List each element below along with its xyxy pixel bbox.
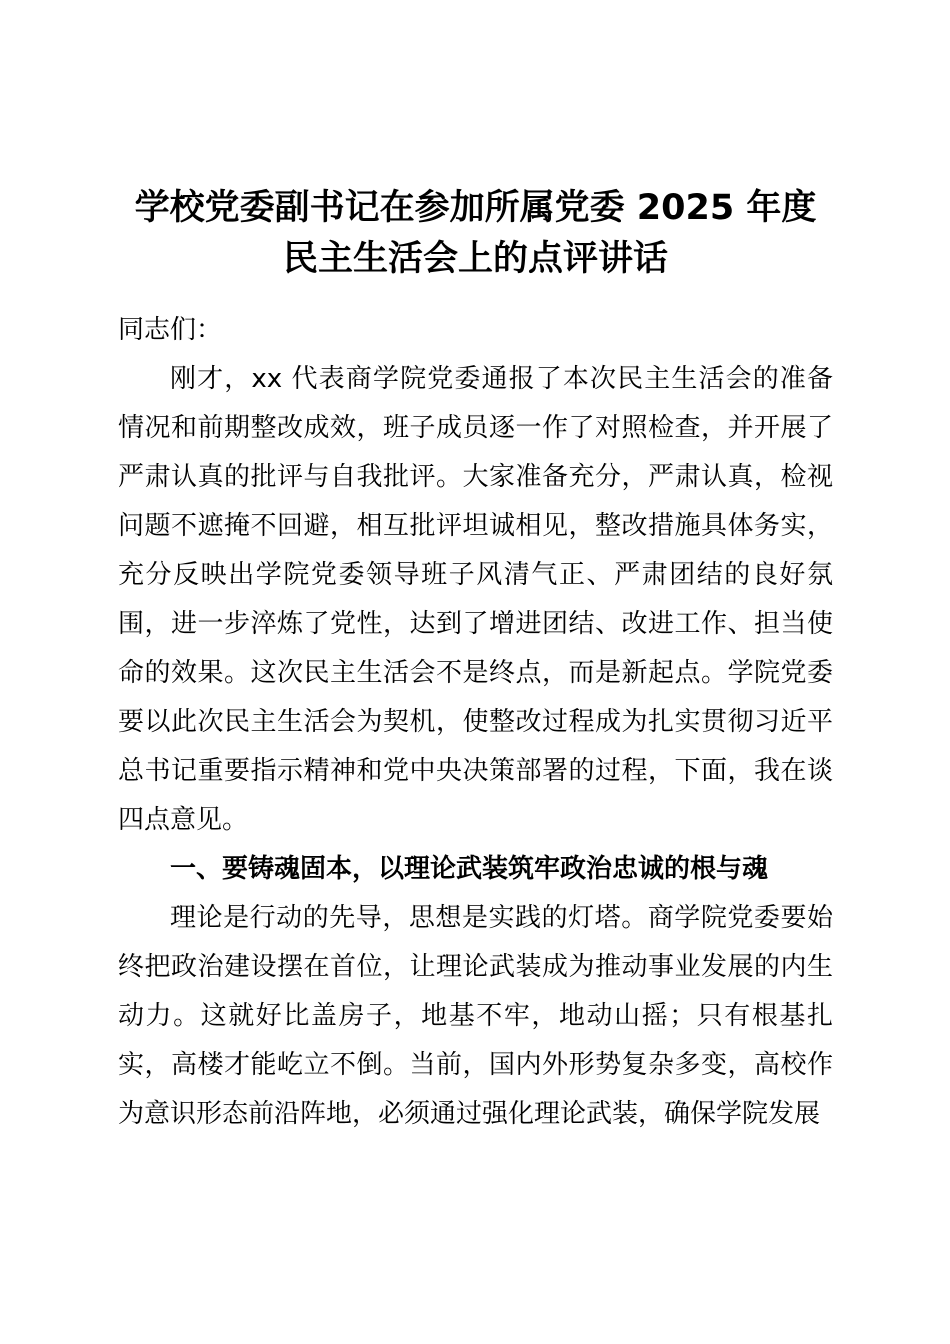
paragraph-salutation: 同志们： xyxy=(118,315,223,345)
paragraph-body: 理论是行动的先导，思想是实践的灯塔。商学院党委要始终把政治建设摆在首位，让理论武装成为推动事业发展的内生动力。这就好比盖房子，地基不牢，地动山摇；只有根基扎实，高楼才能屹立不倒。当前，国内外形势复杂多变，高校作为意识形态前沿阵地，必须通过强化理论武装，确保学院发展 xyxy=(118,903,833,1129)
paragraph-heading: 一、要铸魂固本，以理论武装筑牢政治忠诚的根与魂 xyxy=(170,854,769,884)
document-content xyxy=(118,183,833,1139)
document-title: 学校党委副书记在参加所属党委 2025 年度民主生活会上的点评讲话 xyxy=(134,188,817,279)
document-body xyxy=(118,306,833,1139)
paragraph-body: 刚才，xx 代表商学院党委通报了本次民主生活会的准备情况和前期整改成效，班子成员逐一作了对照检查，并开展了严肃认真的批评与自我批评。大家准备充分，严肃认真，检视问题不遮掩不回避，相互批评坦诚相见，整改措施具体务实，充分反映出学院党委领导班子风清气正、严肃团结的良好氛围，进一步淬炼了党性，达到了增进团结、改进工作、担当使命的效果。这次民主生活会不是终点，而是新起点。学院党委要以此次民主生活会为契机，使整改过程成为扎实贯彻习近平总书记重要指示精神和党中央决策部署的过程，下面，我在谈四点意见。 xyxy=(118,364,833,835)
